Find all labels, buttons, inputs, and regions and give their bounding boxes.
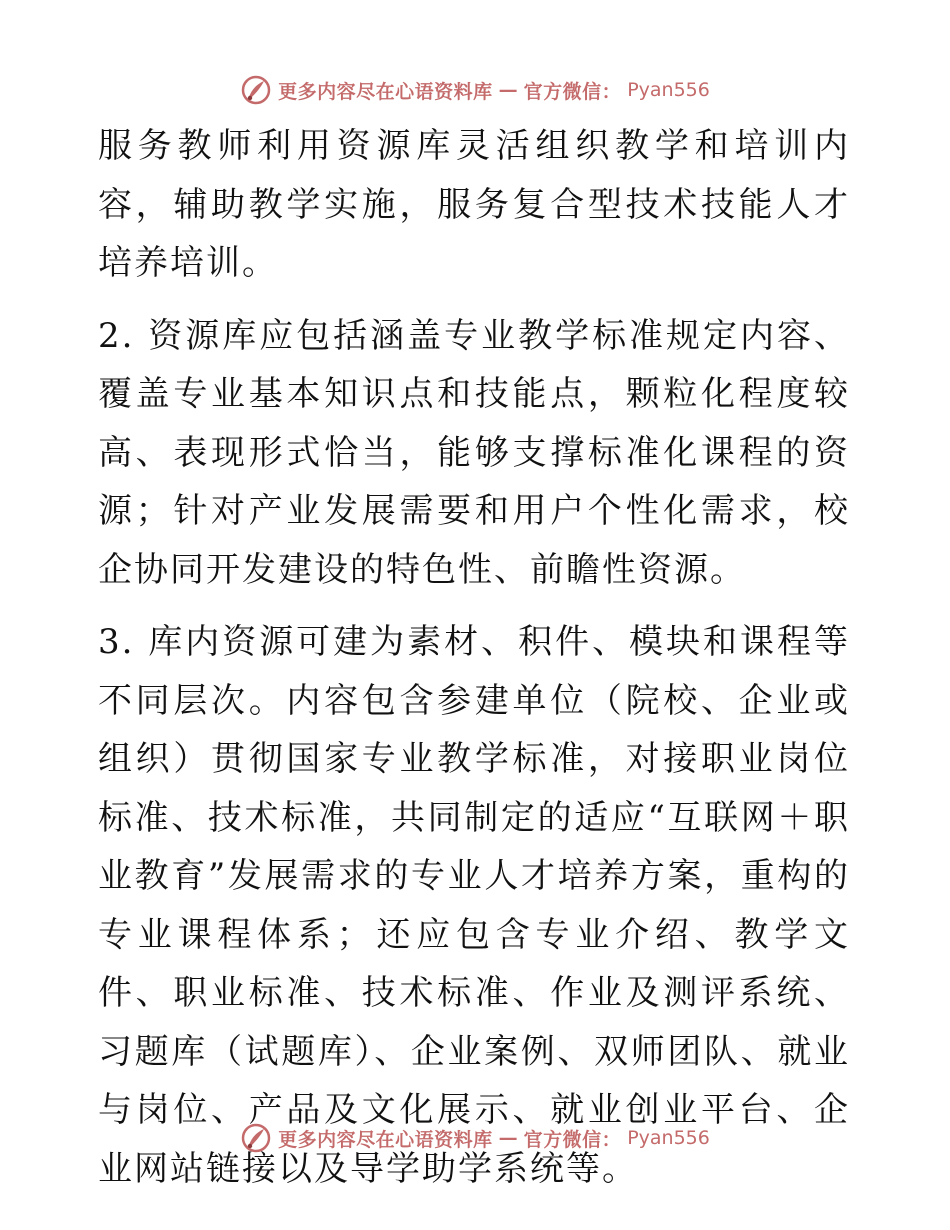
paragraph-1: 服务教师利用资源库灵活组织教学和培训内容，辅助教学实施，服务复合型技术技能人才培养培训。 <box>98 126 850 283</box>
watermark-account: Pyan556 <box>627 79 710 101</box>
paragraph-2: 2. 资源库应包括涵盖专业教学标准规定内容、覆盖专业基本知识点和技能点，颗粒化程度较高、表现形式恰当，能够支撑标准化课程的资源；针对产业发展需要和用户个性化需求，校企协同开发建设的特色性、前瞻性资源。 <box>98 315 850 590</box>
paragraph-3: 3. 库内资源可建为素材、积件、模块和课程等不同层次。内容包含参建单位（院校、企业或组织）贯彻国家专业教学标准，对接职业岗位标准、技术标准，共同制定的适应“互联网＋职业教育”发展需求的专业人才培养方案，重构的专业课程体系；还应包含专业介绍、教学文件、职业标准、技术标准、作业及测评系统、习题库（试题库）、企业案例、双师团队、就业与岗位、产品及文化展示、就业创业平台、企业网站链接以及导学助学系统等。 <box>98 622 850 1189</box>
watermark-brand-text: 更多内容尽在心语资料库 <box>278 80 493 103</box>
watermark-account: Pyan556 <box>627 1127 710 1149</box>
footer-watermark <box>0 1118 950 1158</box>
document-body <box>98 117 850 1198</box>
watermark-brand-text: 更多内容尽在心语资料库 <box>278 1128 493 1151</box>
brush-logo-icon <box>240 1122 272 1154</box>
watermark-dash: — <box>498 79 518 101</box>
brush-logo-icon <box>240 74 272 106</box>
watermark-channel-text: 官方微信： <box>523 80 622 103</box>
watermark-channel-text: 官方微信： <box>523 1128 622 1151</box>
header-watermark <box>0 70 950 110</box>
watermark-dash: — <box>498 1127 518 1149</box>
